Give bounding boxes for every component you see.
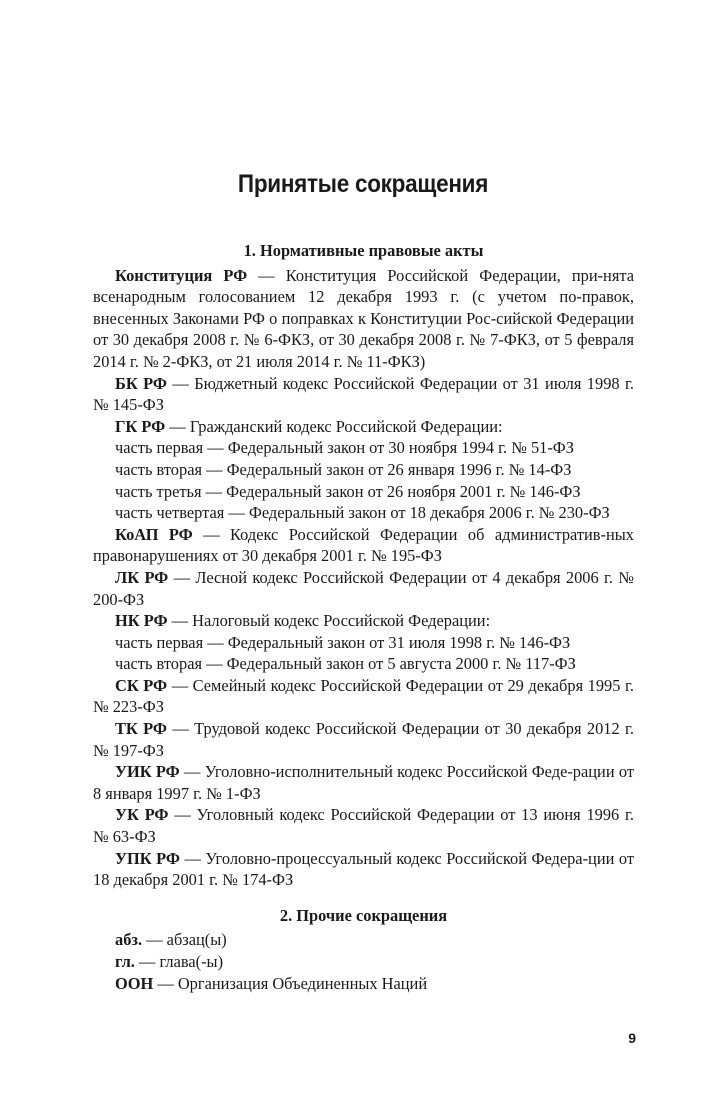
abbreviation-definition: — Бюджетный кодекс Российской Федерации от 31 июля 1998 г. № 145-ФЗ (93, 373, 634, 415)
abbreviation-definition: — Конституция Российской Федерации, при-нята всенародным голосованием 12 декабря 1993 г. (с учетом по-правок, внесенных Законами РФ о поправках к Конституции Рос-сийской Федерации от 30 декабря 2008 г. № 6-ФКЗ, от 30 декабря 2008 г. № 7-ФКЗ, от 5 февраля 2014 г. № 2-ФКЗ, от 21 июля 2014 г. № 11-ФКЗ) (93, 265, 634, 371)
abbreviation-term: ГК РФ (115, 416, 166, 436)
abbreviation-definition: — Кодекс Российской Федерации об административ-ных правонарушениях от 30 декабря 2001 г. № 195-ФЗ (93, 524, 634, 566)
abbreviation-definition: — Гражданский кодекс Российской Федерации: (169, 416, 503, 436)
code-part: часть третья — Федеральный закон от 26 ноября 2001 г. № 146-ФЗ (115, 481, 581, 501)
code-part: часть четвертая — Федеральный закон от 18 декабря 2006 г. № 230-ФЗ (115, 503, 610, 523)
abbreviation-definition: — Лесной кодекс Российской Федерации от 4 декабря 2006 г. № 200-ФЗ (93, 567, 634, 609)
abbreviation-definition: — Организация Объединенных Наций (157, 973, 428, 993)
abbreviation-definition: — Уголовный кодекс Российской Федерации от 13 июня 1996 г. № 63-ФЗ (93, 805, 634, 847)
code-part: часть вторая — Федеральный закон от 26 января 1996 г. № 14-ФЗ (115, 459, 572, 479)
abbreviation-definition: — Уголовно-процессуальный кодекс Российской Федера-ции от 18 декабря 2001 г. № 174-ФЗ (93, 848, 634, 890)
abbreviations-body (93, 240, 634, 994)
section-heading: 1. Нормативные правовые акты (243, 241, 484, 260)
abbreviation-term: СК РФ (115, 675, 168, 695)
abbreviation-entry (93, 951, 634, 973)
abbreviation-entry (93, 524, 634, 567)
abbreviation-term: КоАП РФ (115, 524, 193, 544)
abbreviation-term: ООН (115, 973, 154, 993)
code-part: часть первая — Федеральный закон от 31 июля 1998 г. № 146-ФЗ (115, 632, 571, 652)
abbreviation-term: ТК РФ (115, 719, 167, 739)
abbreviation-definition: — абзац(ы) (146, 930, 227, 950)
abbreviation-entry (93, 373, 634, 416)
abbreviation-term: БК РФ (115, 373, 167, 393)
abbreviation-definition: — Налоговый кодекс Российской Федерации: (171, 611, 491, 631)
abbreviation-term: абз. (115, 930, 143, 950)
abbreviation-term: УК РФ (115, 805, 169, 825)
abbreviation-entry (93, 675, 634, 718)
abbreviation-term: НК РФ (115, 611, 168, 631)
abbreviation-entry (93, 416, 634, 438)
abbreviation-definition: — Семейный кодекс Российской Федерации от 29 декабря 1995 г. № 223-ФЗ (93, 675, 634, 717)
page-title: Принятые сокращения (237, 170, 489, 198)
code-part: часть первая — Федеральный закон от 30 ноября 1994 г. № 51-ФЗ (115, 438, 574, 458)
abbreviation-definition: — Трудовой кодекс Российской Федерации от 30 декабря 2012 г. № 197-ФЗ (93, 719, 634, 760)
abbreviation-entry (93, 761, 634, 804)
code-part: часть вторая — Федеральный закон от 5 августа 2000 г. № 117-ФЗ (115, 654, 576, 674)
abbreviation-term: УИК РФ (115, 762, 180, 782)
abbreviation-entry (93, 848, 634, 891)
abbreviation-entry (93, 610, 634, 632)
abbreviation-definition: — глава(-ы) (139, 952, 224, 971)
abbreviation-definition: — Уголовно-исполнительный кодекс Российской Феде-рации от 8 января 1997 г. № 1-ФЗ (93, 762, 635, 803)
abbreviation-term: УПК РФ (115, 848, 180, 868)
section-heading: 2. Прочие сокращения (279, 905, 448, 925)
abbreviation-entry (93, 973, 634, 995)
abbreviation-term: Конституция РФ (115, 265, 248, 285)
abbreviation-term: гл. (115, 952, 135, 971)
abbreviation-entry (93, 718, 634, 761)
page-number: 9 (628, 1030, 636, 1046)
abbreviation-entry (93, 265, 634, 373)
abbreviation-entry (93, 804, 634, 847)
abbreviation-entry (93, 929, 634, 951)
abbreviation-entry (93, 567, 634, 610)
abbreviation-term: ЛК РФ (115, 567, 169, 587)
